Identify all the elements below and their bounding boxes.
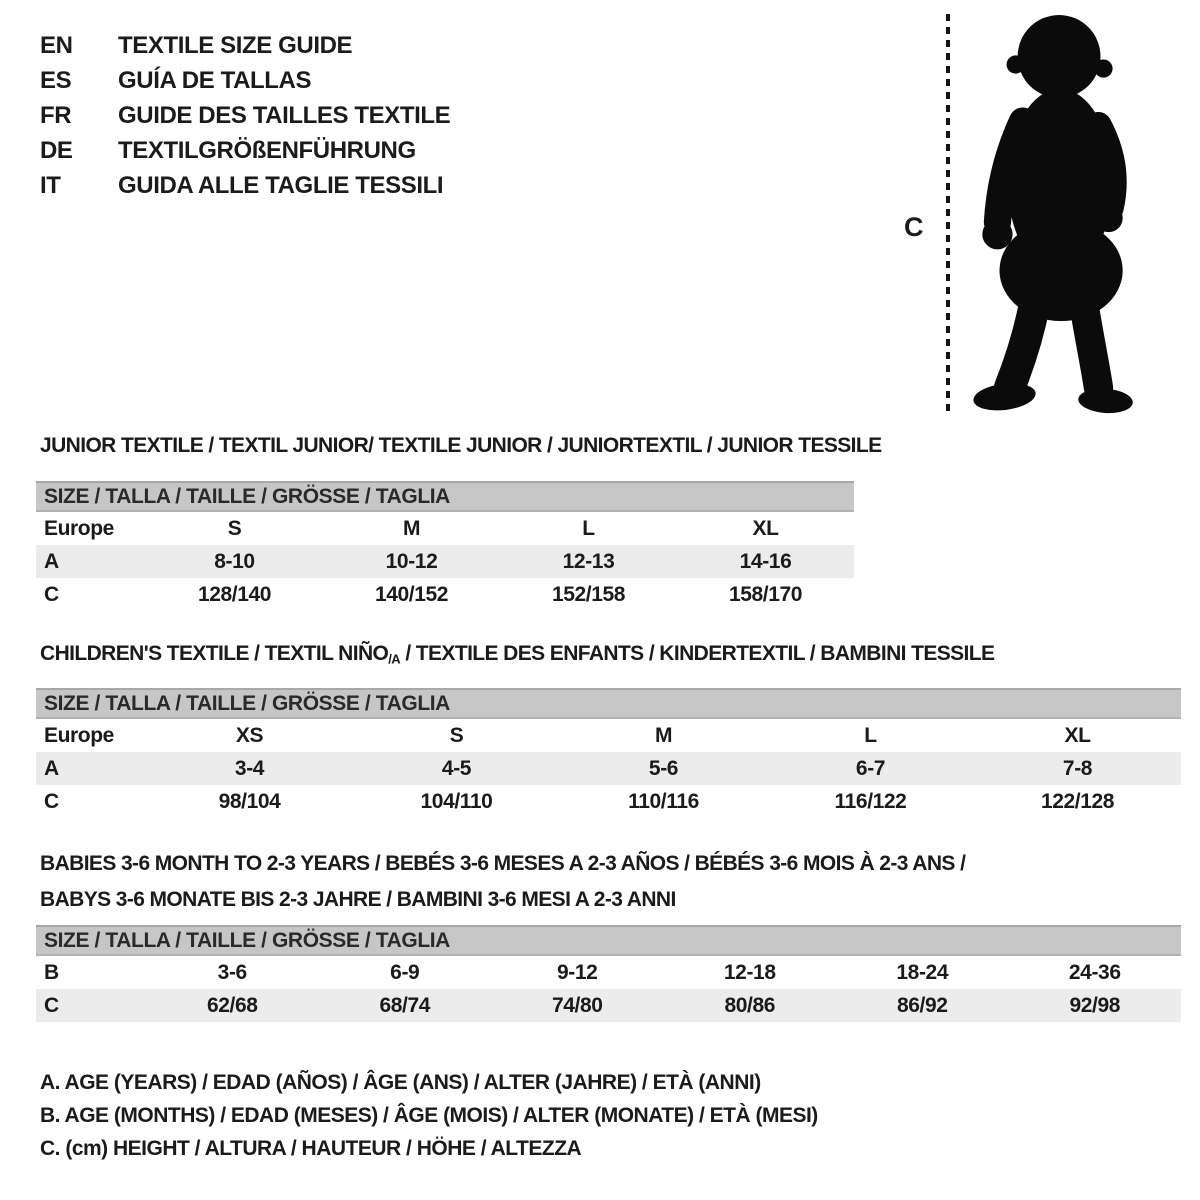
- size-cell: 10-12: [385, 549, 438, 573]
- row-label: C: [44, 582, 59, 606]
- language-row-fr: [40, 98, 450, 133]
- children-title-text: / TEXTILE DES ENFANTS / KINDERTEXTIL / BAMBINI TESSILE: [400, 642, 995, 665]
- size-cell: 18-24: [896, 960, 949, 984]
- measurement-legend: [40, 1066, 818, 1165]
- row-label: C: [44, 993, 59, 1017]
- row-label: Europe: [44, 516, 114, 540]
- legend-line-a: A. AGE (YEARS) / EDAD (AÑOS) / ÂGE (ANS) / ALTER (JAHRE) / ETÀ (ANNI): [40, 1071, 761, 1094]
- guide-title: GUÍA DE TALLAS: [118, 66, 312, 94]
- size-cell: 3-6: [217, 960, 247, 984]
- table-row-age: [36, 752, 1181, 785]
- size-cell: 86/92: [896, 993, 948, 1017]
- size-cell: 152/158: [551, 582, 626, 606]
- size-cell: 62/68: [206, 993, 258, 1017]
- size-col-header: XL: [1064, 723, 1091, 747]
- junior-section-title: JUNIOR TEXTILE / TEXTIL JUNIOR/ TEXTILE JUNIOR / JUNIORTEXTIL / JUNIOR TESSILE: [40, 434, 882, 457]
- row-label: C: [44, 789, 59, 813]
- size-col-header: L: [582, 516, 595, 540]
- size-col-header: S: [449, 723, 464, 747]
- legend-line-c: C. (cm) HEIGHT / ALTURA / HAUTEUR / HÖHE / ALTEZZA: [40, 1137, 582, 1160]
- language-row-it: [40, 168, 450, 203]
- size-cell: 24-36: [1068, 960, 1121, 984]
- table-row-height: [36, 785, 1181, 818]
- size-cell: 158/170: [728, 582, 803, 606]
- table-row-europe: [36, 512, 854, 545]
- size-cell: 128/140: [197, 582, 272, 606]
- language-row-en: [40, 28, 450, 63]
- children-size-table: [36, 688, 1181, 818]
- language-code: DE: [40, 136, 73, 164]
- row-label: B: [44, 960, 59, 984]
- table-row-age: [36, 545, 854, 578]
- babies-title-line2: BABYS 3-6 MONATE BIS 2-3 JAHRE / BAMBINI 3-6 MESI A 2-3 ANNI: [40, 888, 676, 911]
- size-col-header: M: [402, 516, 421, 540]
- height-measure-dashed-line: [946, 14, 950, 416]
- size-cell: 14-16: [739, 549, 792, 573]
- size-header-band: SIZE / TALLA / TAILLE / GRÖSSE / TAGLIA: [36, 925, 1181, 956]
- language-code: ES: [40, 66, 72, 94]
- toddler-silhouette-icon: [964, 12, 1140, 416]
- guide-title: GUIDE DES TAILLES TEXTILE: [118, 101, 451, 129]
- children-section-title: [40, 642, 994, 667]
- size-cell: 4-5: [441, 756, 472, 780]
- size-cell: 12-13: [562, 549, 615, 573]
- table-row-europe: [36, 719, 1181, 752]
- size-header-band: SIZE / TALLA / TAILLE / GRÖSSE / TAGLIA: [36, 688, 1181, 719]
- guide-title: TEXTILGRÖßENFÜHRUNG: [118, 136, 416, 164]
- babies-title-line1: BABIES 3-6 MONTH TO 2-3 YEARS / BEBÉS 3-6 MESES A 2-3 AÑOS / BÉBÉS 3-6 MOIS À 2-3 ANS /: [40, 852, 966, 875]
- row-label: A: [44, 549, 59, 573]
- size-col-header: L: [864, 723, 877, 747]
- size-cell: 5-6: [648, 756, 679, 780]
- table-row-height: [36, 989, 1181, 1022]
- size-cell: 3-4: [234, 756, 265, 780]
- size-cell: 110/116: [628, 789, 699, 813]
- children-title-subscript: /A: [388, 651, 401, 667]
- size-cell: 122/128: [1040, 789, 1115, 813]
- size-cell: 140/152: [374, 582, 449, 606]
- junior-size-table: [36, 481, 854, 611]
- size-cell: 98/104: [218, 789, 281, 813]
- table-row-age-months: [36, 956, 1181, 989]
- size-cell: 6-7: [855, 756, 886, 780]
- language-row-es: [40, 63, 450, 98]
- size-cell: 9-12: [557, 960, 598, 984]
- row-label: Europe: [44, 723, 114, 747]
- size-cell: 74/80: [551, 993, 603, 1017]
- row-label: A: [44, 756, 59, 780]
- size-cell: 104/110: [420, 789, 493, 813]
- language-code: EN: [40, 31, 73, 59]
- size-cell: 68/74: [379, 993, 431, 1017]
- guide-title: GUIDA ALLE TAGLIE TESSILI: [118, 171, 444, 199]
- height-measure-label: C: [904, 212, 924, 242]
- size-col-header: XL: [752, 516, 779, 540]
- size-cell: 6-9: [390, 960, 420, 984]
- size-header-band: SIZE / TALLA / TAILLE / GRÖSSE / TAGLIA: [36, 481, 854, 512]
- language-code: FR: [40, 101, 72, 129]
- size-cell: 8-10: [214, 549, 255, 573]
- size-cell: 7-8: [1062, 756, 1093, 780]
- guide-title: TEXTILE SIZE GUIDE: [118, 31, 353, 59]
- language-code: IT: [40, 171, 61, 199]
- legend-line-b: B. AGE (MONTHS) / EDAD (MESES) / ÂGE (MOIS) / ALTER (MONATE) / ETÀ (MESI): [40, 1104, 818, 1127]
- language-row-de: [40, 133, 450, 168]
- size-cell: 116/122: [834, 789, 907, 813]
- size-cell: 80/86: [724, 993, 776, 1017]
- table-row-height: [36, 578, 854, 611]
- size-cell: 12-18: [723, 960, 776, 984]
- babies-section-title: [40, 846, 965, 918]
- size-col-header: XS: [235, 723, 264, 747]
- size-col-header: M: [654, 723, 673, 747]
- language-title-list: [40, 28, 450, 203]
- size-col-header: S: [227, 516, 242, 540]
- size-cell: 92/98: [1069, 993, 1121, 1017]
- children-title-text: CHILDREN'S TEXTILE / TEXTIL NIÑO: [40, 642, 389, 665]
- babies-size-table: [36, 925, 1181, 1022]
